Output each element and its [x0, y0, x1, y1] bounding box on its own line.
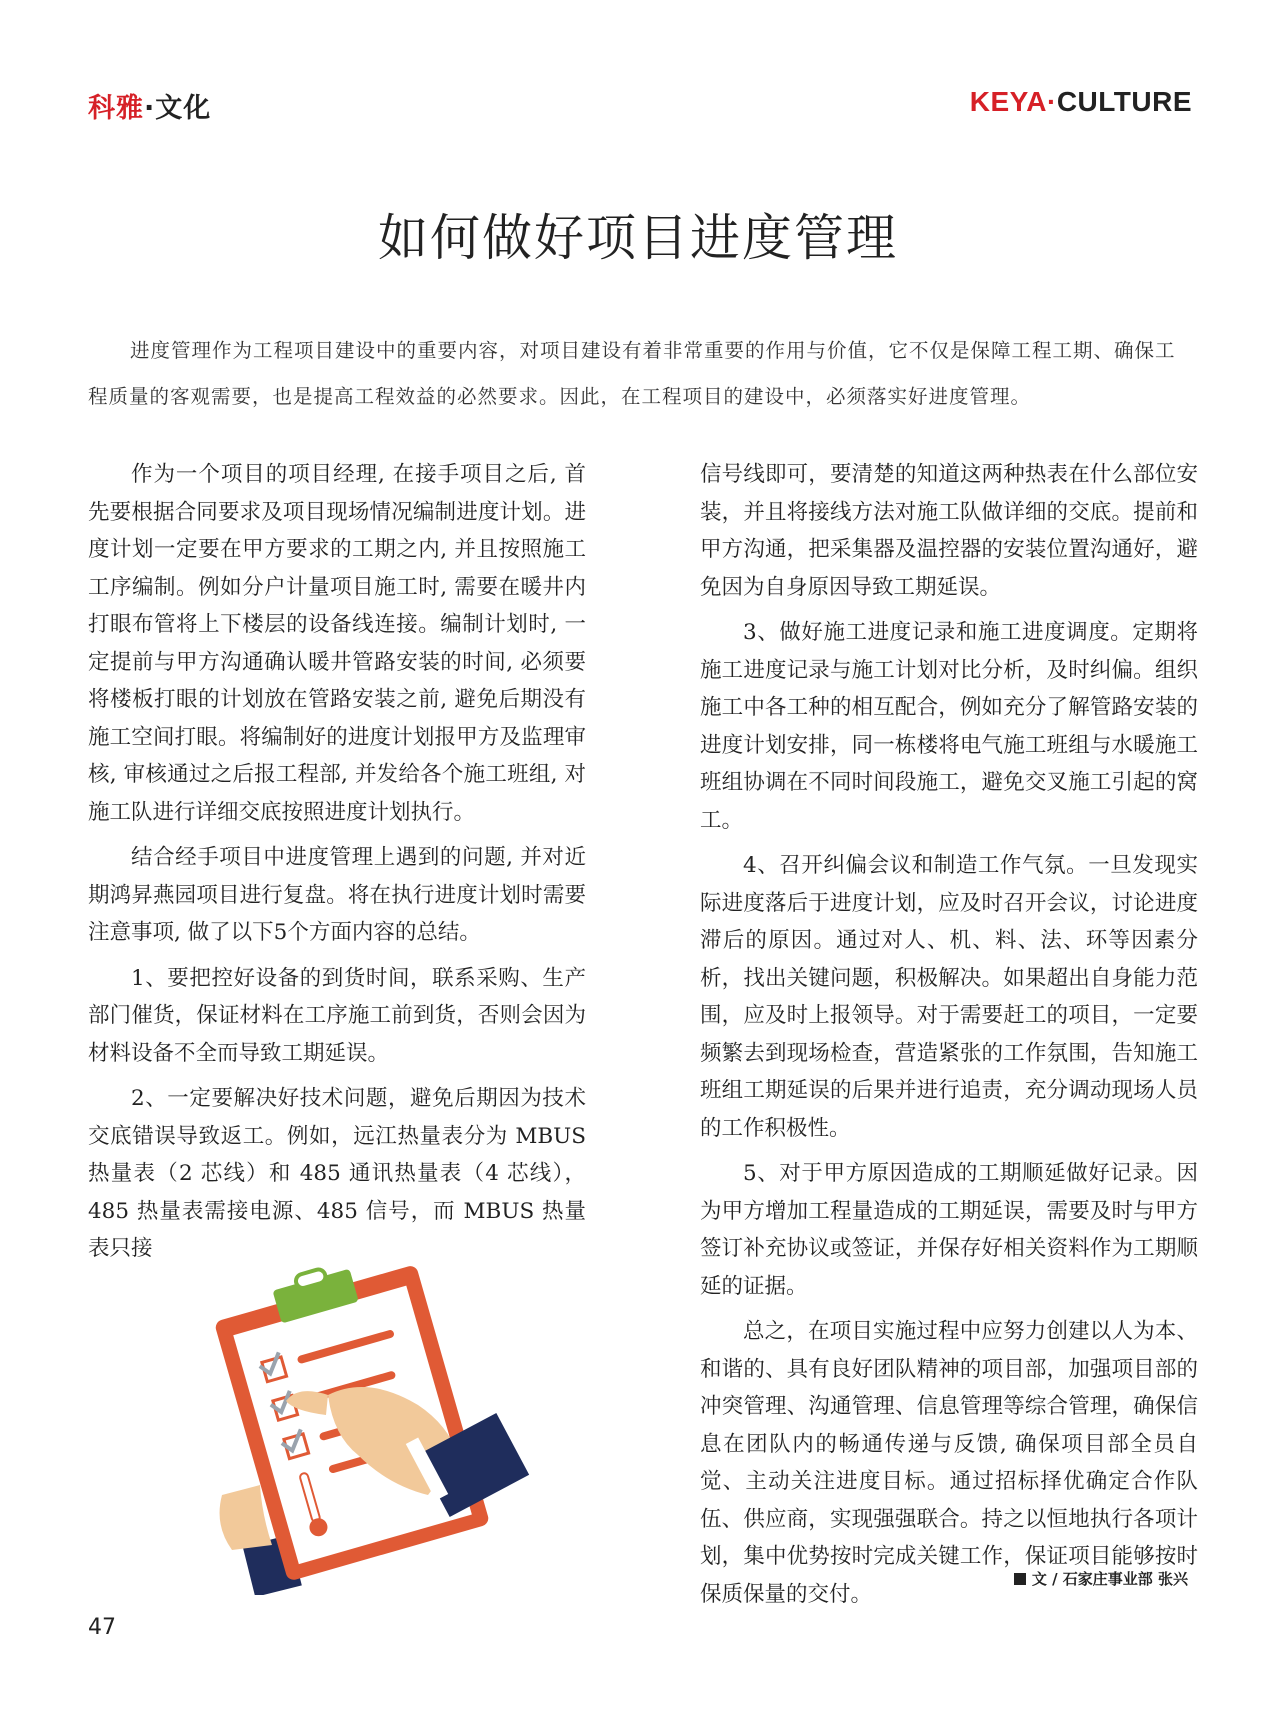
brand-name-cn: 科雅 — [88, 93, 144, 124]
header-brand-en — [970, 86, 1192, 118]
section-name-cn: 文化 — [155, 93, 212, 124]
author-text: 文 / 石家庄事业部 张兴 — [1031, 1570, 1188, 1588]
paragraph: 2、一定要解决好技术问题，避免后期因为技术交底错误导致返工。例如，远江热量表分为 MBUS 热量表（2 芯线）和 485 通讯热量表（4 芯线），485 热量表需接电源、485 信号，而 MBUS 热量表只接 — [88, 1086, 586, 1261]
paragraph: 1、要把控好设备的到货时间，联系采购、生产部门催货，保证材料在工序施工前到货，否则会因为材料设备不全而导致工期延误。 — [88, 965, 586, 1066]
brand-name-en: KEYA — [969, 86, 1047, 117]
left-column — [88, 456, 586, 1276]
brand-separator-en: · — [1046, 86, 1057, 117]
author-credit — [1014, 1568, 1188, 1589]
paragraph: 5、对于甲方原因造成的工期顺延做好记录。因为甲方增加工程量造成的工期延误，需要及时与甲方签订补充协议或签证，并保存好相关资料作为工期顺延的证据。 — [700, 1161, 1198, 1299]
article-title: 如何做好项目进度管理 — [378, 209, 898, 267]
page-number: 47 — [88, 1615, 116, 1640]
article-intro: 进度管理作为工程项目建设中的重要内容，对项目建设有着非常重要的作用与价值，它不仅是保障工程工期、确保工程质量的客观需要，也是提高工程效益的必然要求。因此，在工程项目的建设中，必须落实好进度管理。 — [88, 339, 1176, 408]
paragraph-continued: 信号线即可，要清楚的知道这两种热表在什么部位安装，并且将接线方法对施工队做详细的交底。提前和甲方沟通，把采集器及温控器的安装位置沟通好，避免因为自身原因导致工期延误。 — [700, 462, 1198, 600]
brand-separator: · — [144, 93, 156, 124]
square-bullet-icon — [1014, 1573, 1026, 1585]
paragraph: 4、召开纠偏会议和制造工作气氛。一旦发现实际进度落后于进度计划，应及时召开会议，讨论进度滞后的原因。通过对人、机、料、法、环等因素分析，找出关键问题，积极解决。如果超出自身能力范围，应及时上报领导。对于需要赶工的项目，一定要频繁去到现场检查，营造紧张的工作氛围，告知施工班组工期延误的后果并进行追责，充分调动现场人员的工作积极性。 — [700, 853, 1198, 1141]
paragraph: 总之，在项目实施过程中应努力创建以人为本、和谐的、具有良好团队精神的项目部，加强项目部的冲突管理、沟通管理、信息管理等综合管理，确保信息在团队内的畅通传递与反馈, 确保项目部全员自觉、主动关注进度目标。通过招标择优确定合作队伍、供应商，实现强强联合。持之以恒地执行各项计划，集中优势按时完成关键工作，保证项目能够按时保质保量的交付。 — [700, 1319, 1198, 1607]
paragraph: 作为一个项目的项目经理, 在接手项目之后, 首先要根据合同要求及项目现场情况编制进度计划。进度计划一定要在甲方要求的工期之内, 并且按照施工工序编制。例如分户计量项目施工时, 需要在暖井内打眼布管将上下楼层的设备线连接。编制计划时, 一定提前与甲方沟通确认暖井管路安装的时间, 必须要将楼板打眼的计划放在管路安装之前, 避免后期没有施工空间打眼。将编制好的进度计划报甲方及监理审核, 审核通过之后报工程部, 并发给各个施工班组, 对施工队进行详细交底按照进度计划执行。 — [88, 462, 586, 825]
header-brand-cn — [88, 86, 211, 125]
section-name-en: CULTURE — [1056, 86, 1192, 117]
clipboard-checklist-icon — [188, 1255, 538, 1595]
paragraph: 结合经手项目中进度管理上遇到的问题, 并对近期鸿昇燕园项目进行复盘。将在执行进度计划时需要注意事项, 做了以下5个方面内容的总结。 — [88, 845, 586, 945]
right-column — [700, 456, 1198, 1621]
paragraph: 3、做好施工进度记录和施工进度调度。定期将施工进度记录与施工计划对比分析，及时纠偏。组织施工中各工种的相互配合，例如充分了解管路安装的进度计划安排，同一栋楼将电气施工班组与水暖施工班组协调在不同时间段施工，避免交叉施工引起的窝工。 — [700, 620, 1198, 833]
